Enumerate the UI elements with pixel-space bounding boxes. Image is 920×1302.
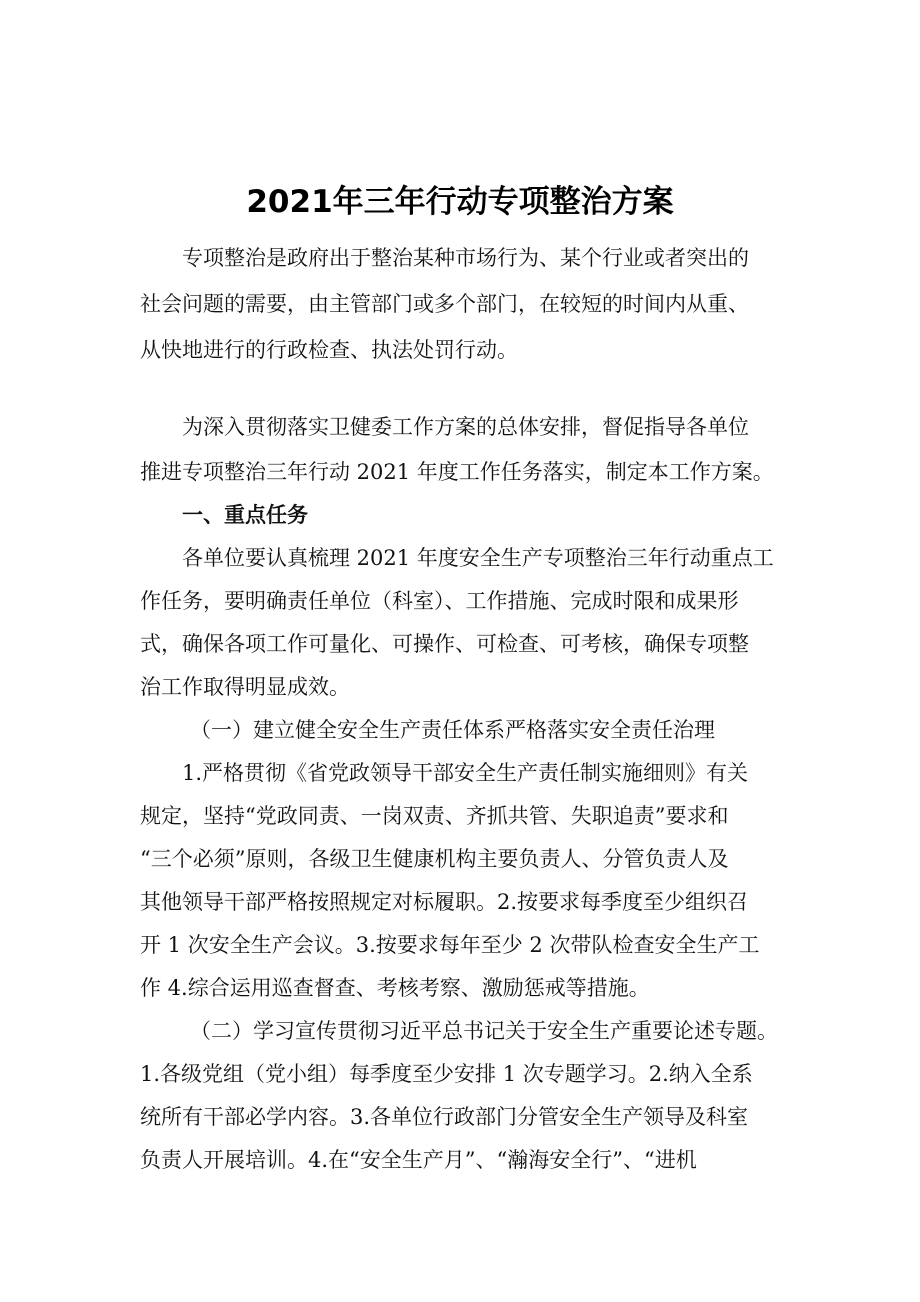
- paragraph-line: 1.严格贯彻《省党政领导干部安全生产责任制实施细则》有关: [182, 761, 749, 785]
- paragraph-line: 为深入贯彻落实卫健委工作方案的总体安排，督促指导各单位: [182, 415, 749, 439]
- document-title: 2021年三年行动专项整治方案: [246, 184, 674, 220]
- paragraph-line: 负责人开展培训。4.在“安全生产月”、“瀚海安全行”、“进机: [140, 1148, 697, 1172]
- paragraph-line: 作任务，要明确责任单位（科室）、工作措施、完成时限和成果形: [140, 589, 739, 613]
- paragraph-line: 式，确保各项工作可量化、可操作、可检查、可考核，确保专项整: [140, 632, 749, 656]
- section-heading: 一、重点任务: [182, 503, 308, 527]
- subsection-heading: （二）学习宣传贯彻习近平总书记关于安全生产重要论述专题。: [190, 1019, 778, 1043]
- paragraph-line: “三个必须”原则，各级卫生健康机构主要负责人、分管负责人及: [140, 847, 729, 871]
- paragraph-line: 各单位要认真梳理 2021 年度安全生产专项整治三年行动重点工: [182, 546, 774, 570]
- paragraph-line: 统所有干部必学内容。3.各单位行政部门分管安全生产领导及科室: [140, 1105, 749, 1129]
- paragraph-line: 1.各级党组（党小组）每季度至少安排 1 次专题学习。2.纳入全系: [140, 1062, 753, 1086]
- subsection-heading: （一）建立健全安全生产责任体系严格落实安全责任治理: [190, 718, 715, 742]
- paragraph-line: 从快地进行的行政检查、执法处罚行动。: [140, 338, 518, 362]
- paragraph-line: 治工作取得明显成效。: [140, 675, 350, 699]
- paragraph-line: 规定，坚持“党政同责、一岗双责、齐抓共管、失职追责”要求和: [140, 804, 729, 828]
- paragraph-line: 其他领导干部严格按照规定对标履职。2.按要求每季度至少组织召: [140, 890, 749, 914]
- paragraph-line: 专项整治是政府出于整治某种市场行为、某个行业或者突出的: [182, 246, 749, 270]
- paragraph-line: 推进专项整治三年行动 2021 年度工作任务落实，制定本工作方案。: [140, 460, 774, 484]
- paragraph-line: 社会问题的需要，由主管部门或多个部门，在较短的时间内从重、: [140, 292, 749, 316]
- paragraph-line: 作 4.综合运用巡查督查、考核考察、激励惩戒等措施。: [140, 976, 650, 1000]
- paragraph-line: 开 1 次安全生产会议。3.按要求每年至少 2 次带队检查安全生产工: [140, 933, 760, 957]
